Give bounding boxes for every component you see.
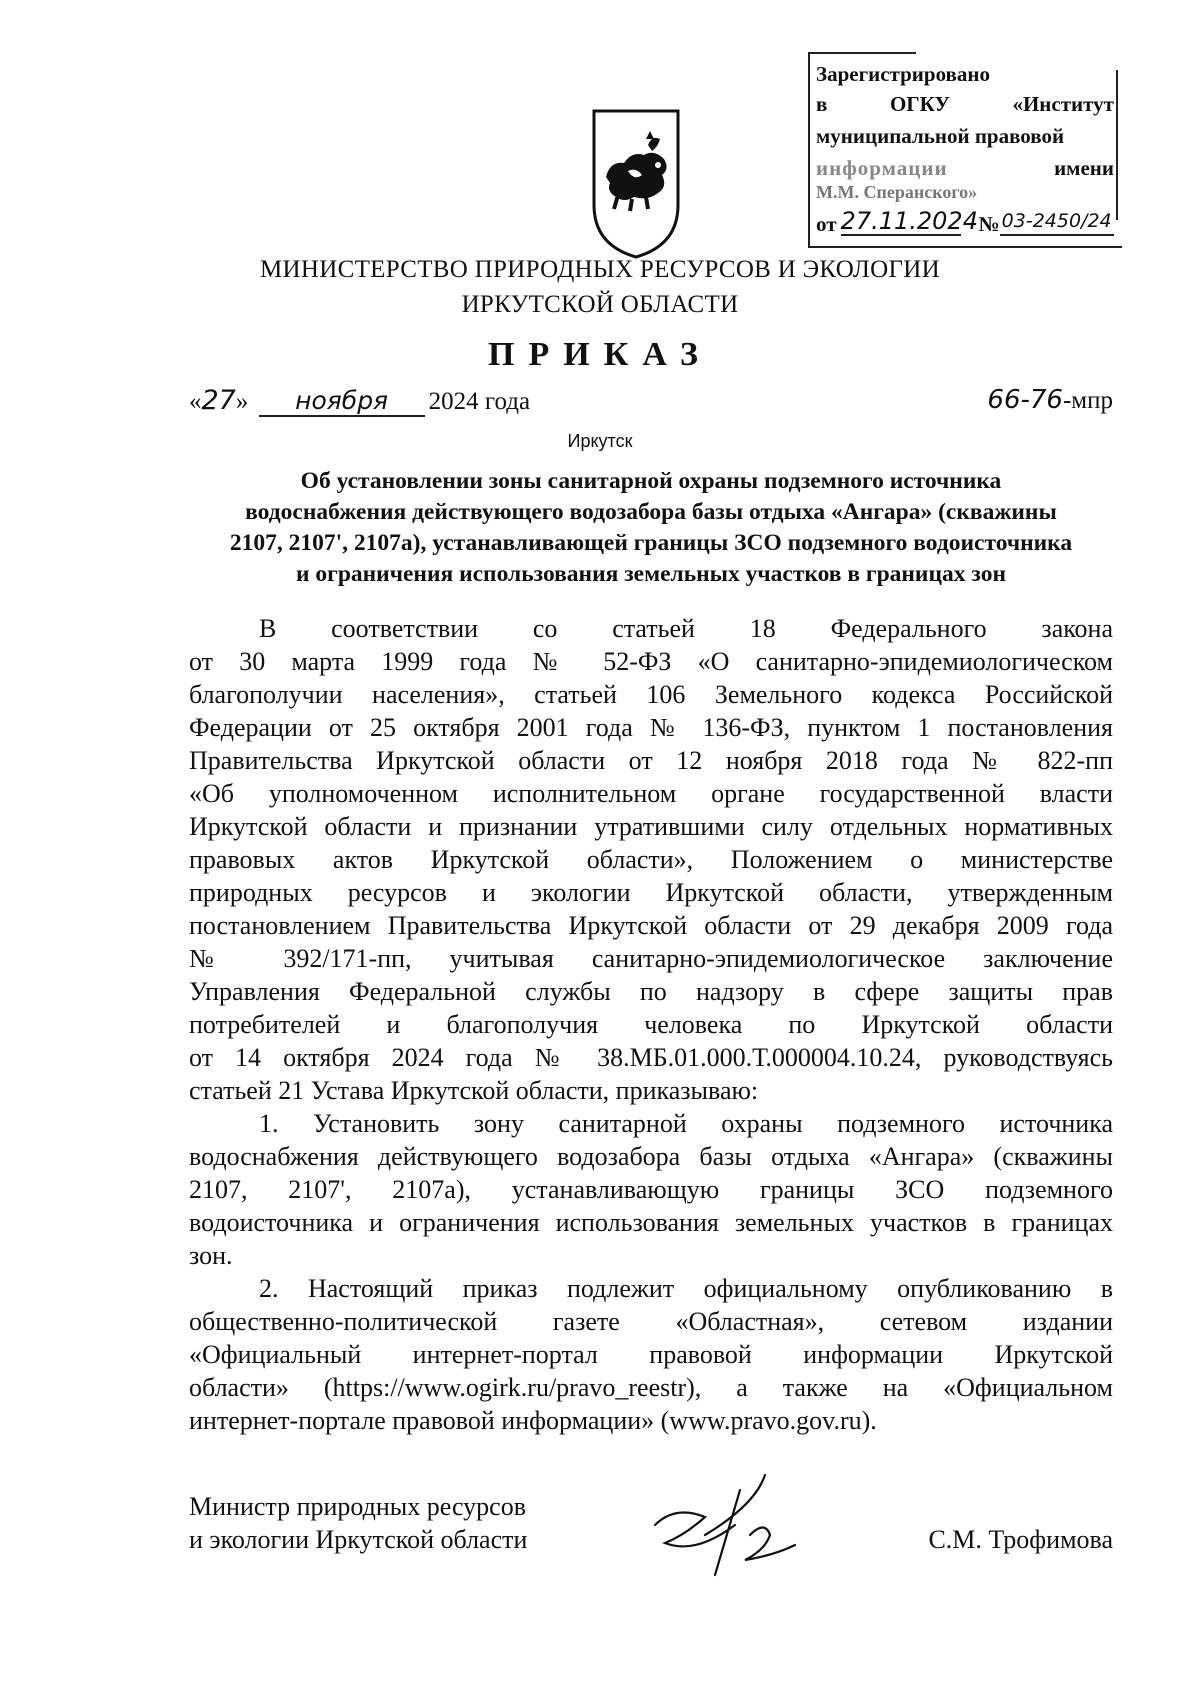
body-line: благополучии населения», статьей 106 Земельного кодекса Российской (189, 680, 1113, 709)
body-line: правовых актов Иркутской области», Положением о министерстве (189, 845, 1113, 874)
signer-position: и экологии Иркутской области (189, 1525, 528, 1554)
stamp-line (816, 92, 1114, 116)
stamp-number-handwritten: 03-2450/24 (1000, 208, 1114, 236)
order-day-handwritten: 27 (201, 385, 236, 416)
stamp-line: муниципальной правовой (816, 124, 1065, 148)
order-date (189, 385, 530, 417)
stamp-number-label: № (978, 212, 1000, 236)
body-line: статьей 21 Устава Иркутской области, приказываю: (189, 1076, 759, 1105)
body-line: Иркутской области и признании утратившими силу отдельных нормативных (189, 812, 1113, 841)
title-line: водоснабжения действующего водозабора базы отдыха «Ангара» (скважины (245, 499, 1057, 525)
coat-of-arms-icon (588, 105, 684, 261)
stamp-border (808, 52, 810, 248)
stamp-date-label: от (816, 212, 837, 236)
stamp-line: М.М. Сперанского» (816, 182, 978, 202)
ministry-name: МИНИСТЕРСТВО ПРИРОДНЫХ РЕСУРСОВ И ЭКОЛОГИИ (260, 256, 940, 283)
body-line: от 14 октября 2024 года № 38.МБ.01.000.Т.000004.10.24, руководствуясь (189, 1043, 1113, 1072)
title-line: 2107, 2107', 2107а), устанавливающей границы ЗСО подземного водоисточника (229, 530, 1073, 556)
ministry-region: ИРКУТСКОЙ ОБЛАСТИ (461, 291, 739, 318)
body-line: В соответствии со статьей 18 Федерального закона (259, 614, 1113, 643)
stamp-word: «Институт (1012, 92, 1114, 116)
order-title (189, 466, 1113, 590)
registration-stamp (808, 50, 1120, 248)
stamp-date-handwritten: 27.11.2024 (840, 207, 978, 235)
order-number-handwritten: 66-76 (987, 385, 1063, 415)
quote-close: » (235, 388, 249, 415)
body-line: «Об уполномоченном исполнительном органе государственной власти (189, 779, 1113, 808)
stamp-word: ОГКУ (889, 92, 950, 116)
order-month-handwritten: ноября (259, 387, 425, 417)
title-line: Об установлении зоны санитарной охраны подземного источника (300, 468, 1002, 494)
signature-block (189, 1490, 1113, 1580)
stamp-word: информации (816, 156, 948, 180)
order-body (189, 612, 1113, 1437)
signer-name: С.М. Трофимова (928, 1525, 1113, 1554)
body-line: общественно-политической газете «Областная», сетевом издании (189, 1307, 1113, 1336)
order-year: 2024 года (428, 388, 531, 415)
order-number (987, 385, 1113, 415)
order-dateline (189, 385, 1113, 425)
body-line: Управления Федеральной службы по надзору в сфере защиты прав (189, 977, 1113, 1006)
stamp-registration-line (816, 208, 1126, 236)
document-type-heading: ПРИКАЗ (488, 336, 712, 373)
body-line: 2. Настоящий приказ подлежит официальному опубликованию в (259, 1274, 1113, 1303)
body-line: водоснабжения действующего водозабора базы отдыха «Ангара» (скважины (189, 1142, 1113, 1171)
body-line: Федерации от 25 октября 2001 года № 136-ФЗ, пунктом 1 постановления (189, 713, 1113, 742)
body-line: от 30 марта 1999 года № 52-ФЗ «О санитарно-эпидемиологическом (189, 647, 1113, 676)
body-line: постановлением Правительства Иркутской области от 29 декабря 2009 года (189, 911, 1113, 940)
order-number-suffix: -мпр (1062, 387, 1113, 414)
body-line: зон. (189, 1241, 233, 1270)
stamp-line (816, 156, 1114, 180)
body-line: № 392/171-пп, учитывая санитарно-эпидемиологическое заключение (189, 944, 1113, 973)
body-line: 1. Установить зону санитарной охраны подземного источника (259, 1109, 1113, 1138)
body-line: области» (https://www.ogirk.ru/pravo_reestr), а также на «Официальном (189, 1373, 1113, 1402)
body-line: водоисточника и ограничения использования земельных участков в границах (189, 1208, 1113, 1237)
quote-open: « (189, 388, 202, 415)
body-line: Правительства Иркутской области от 12 ноября 2018 года № 822-пп (189, 746, 1113, 775)
stamp-word: имени (1054, 156, 1114, 180)
city-name: Иркутск (567, 431, 633, 451)
body-line: потребителей и благополучия человека по Иркутской области (189, 1010, 1113, 1039)
body-line: «Официальный интернет-портал правовой информации Иркутской (189, 1340, 1113, 1369)
stamp-word: в (816, 92, 828, 116)
body-line: 2107, 2107', 2107а), устанавливающую границы ЗСО подземного (189, 1175, 1113, 1204)
signer-position: Министр природных ресурсов (189, 1492, 526, 1521)
stamp-border (1116, 70, 1118, 220)
stamp-line: Зарегистрировано (816, 62, 990, 86)
title-line: и ограничения использования земельных участков в границах зон (295, 561, 1006, 587)
stamp-border (808, 52, 916, 54)
stamp-border (808, 246, 1122, 248)
body-line: природных ресурсов и экологии Иркутской области, утвержденным (189, 878, 1113, 907)
body-line: интернет-портале правовой информации» (www.pravo.gov.ru). (189, 1406, 877, 1435)
